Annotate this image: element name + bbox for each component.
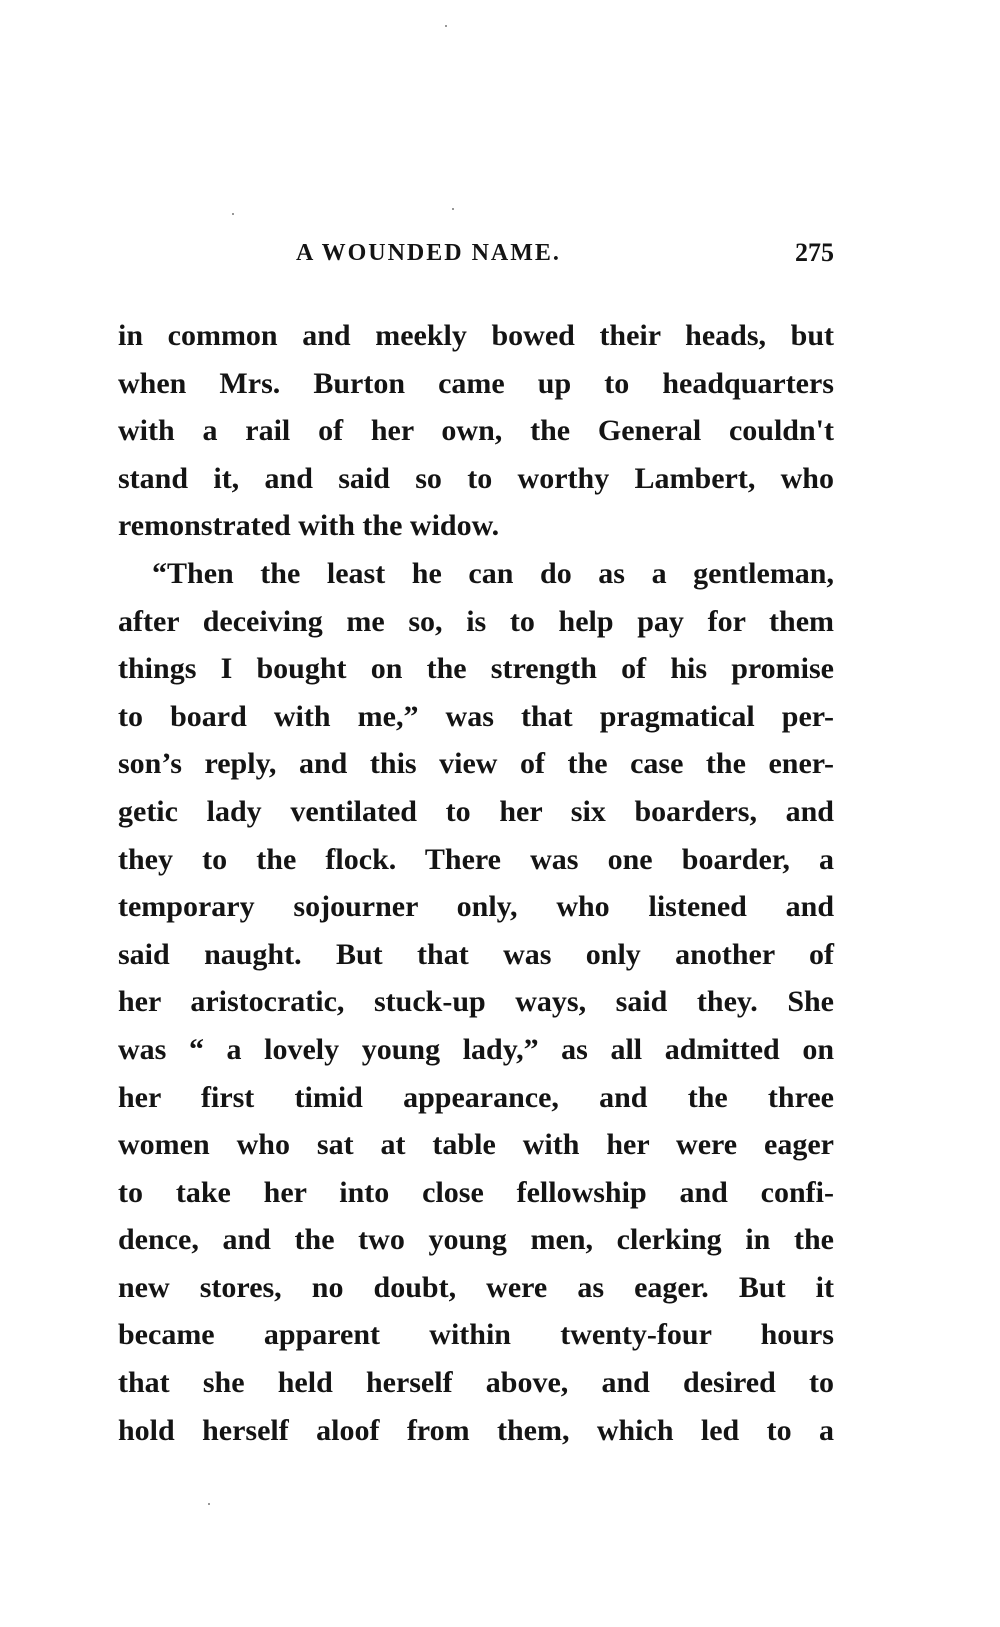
paper-speck xyxy=(452,208,454,210)
text-line: hold herself aloof from them, which led to a xyxy=(118,1413,834,1447)
text-line: new stores, no doubt, were as eager. But it xyxy=(118,1270,834,1304)
text-line: that she held herself above, and desired to xyxy=(118,1366,834,1400)
running-title: A WOUNDED NAME. xyxy=(296,240,561,266)
body-text xyxy=(118,312,834,1454)
text-line: remonstrated with the widow. xyxy=(118,509,500,543)
text-line: things I bought on the strength of his promise xyxy=(118,652,834,686)
text-line: became apparent within twenty-four hours xyxy=(118,1318,834,1352)
text-line: dence, and the two young men, clerking in the xyxy=(118,1223,834,1257)
text-line: with a rail of her own, the General couldn't xyxy=(118,414,834,448)
text-line: her first timid appearance, and the three xyxy=(118,1080,834,1114)
text-line: they to the flock. There was one boarder, a xyxy=(118,842,834,876)
text-line: temporary sojourner only, who listened and xyxy=(118,890,834,924)
text-line: was “ a lovely young lady,” as all admitted on xyxy=(118,1032,834,1066)
text-line: women who sat at table with her were eager xyxy=(118,1128,834,1162)
text-line: to board with me,” was that pragmatical per- xyxy=(118,699,834,733)
page-number: 275 xyxy=(795,238,834,267)
text-line: said naught. But that was only another of xyxy=(118,937,834,971)
text-line: getic lady ventilated to her six boarders, and xyxy=(118,794,834,828)
paper-speck xyxy=(232,213,234,215)
text-line: her aristocratic, stuck-up ways, said they. She xyxy=(118,985,834,1019)
text-line: in common and meekly bowed their heads, but xyxy=(118,319,834,352)
page-header xyxy=(118,240,834,276)
text-line: son’s reply, and this view of the case the ener- xyxy=(118,747,834,781)
text-line: to take her into close fellowship and confi- xyxy=(118,1175,834,1209)
text-line: when Mrs. Burton came up to headquarters xyxy=(118,366,834,400)
paper-speck xyxy=(445,25,447,27)
text-line: after deceiving me so, is to help pay for them xyxy=(118,604,834,638)
paper-speck xyxy=(208,1503,210,1505)
text-line: stand it, and said so to worthy Lambert, who xyxy=(118,461,834,495)
text-line: “Then the least he can do as a gentleman, xyxy=(152,556,834,590)
